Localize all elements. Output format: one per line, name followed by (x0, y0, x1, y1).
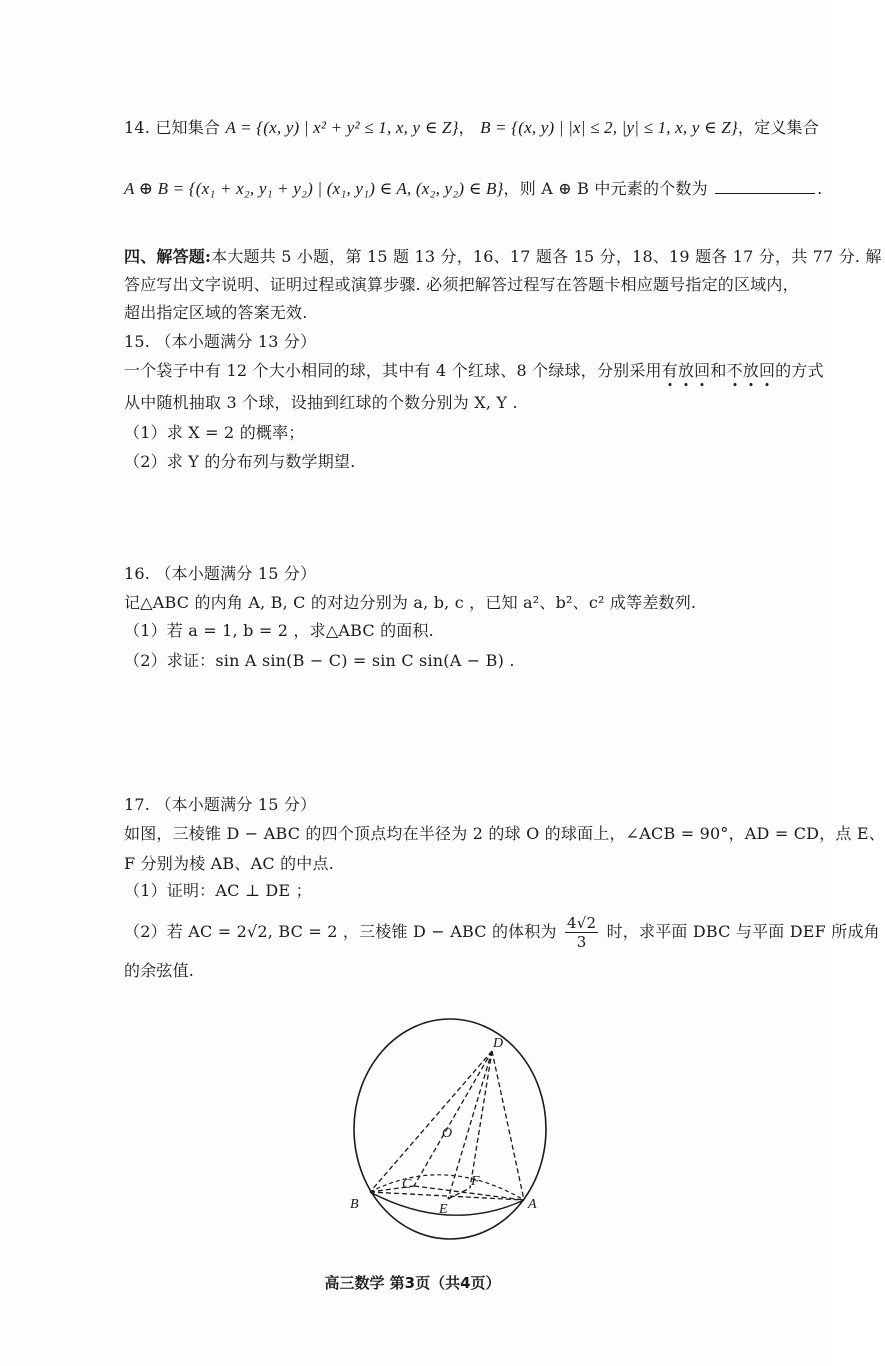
q15-part1: （1）求 X = 2 的概率； (124, 423, 305, 442)
volume-fraction (565, 914, 598, 951)
section4-heading: 四、解答题: (124, 247, 212, 266)
q16-line1: 记△ABC 的内角 A, B, C 的对边分别为 a, b, c ，已知 a²、b²、c² 成等差数列. (124, 593, 697, 612)
q15-line1-c: 和 (710, 361, 727, 380)
edge-DF (470, 1051, 492, 1188)
edge-CA (414, 1186, 524, 1200)
q15-line1-e: 的方式 (775, 361, 824, 380)
edge-DB (370, 1051, 492, 1192)
edge-DC (414, 1051, 492, 1186)
edge-DE (448, 1051, 492, 1199)
section4-line3: 超出指定区域的答案无效. (124, 303, 308, 322)
answer-blank (715, 179, 815, 194)
q14-suffix: ，定义集合 (737, 118, 819, 137)
label-F: F (471, 1174, 480, 1189)
q16-part1: （1）若 a = 1, b = 2 ，求△ABC 的面积. (124, 621, 434, 640)
q14-sep: ， (458, 118, 475, 137)
q15-part2: （2）求 Y 的分布列与数学期望. (124, 452, 356, 471)
q14-line2 (124, 178, 822, 200)
emphasis-char: 回 (758, 361, 776, 380)
q17-part2 (124, 912, 880, 952)
q14-text: ，则 A ⊕ B 中元素的个数为 (503, 179, 708, 198)
sphere-pyramid-figure (340, 1004, 560, 1244)
without-replacement-text (727, 361, 776, 380)
q17-part1: （1）证明：AC ⊥ DE ； (124, 881, 312, 900)
q15-header: 15. （本小题满分 13 分） (124, 332, 317, 351)
q17-line2: F 分别为棱 AB、AC 的中点. (124, 854, 334, 873)
emphasis-char: 回 (694, 361, 711, 380)
edge-BA (370, 1192, 524, 1200)
section4-line1 (124, 246, 882, 268)
q14-formula: A ⊕ B = {(x₁ + x₂, y₁ + y₂) | (x₁, y₁) ∈ A, (x₂, y₂) ∈ B} (124, 179, 504, 198)
q16-part2: （2）求证：sin A sin(B − C) = sin C sin(A − B) . (124, 651, 515, 670)
label-O: O (442, 1126, 453, 1141)
emphasis-char: 不 (726, 361, 743, 380)
q14-end: . (817, 179, 823, 198)
with-replacement-text (662, 361, 711, 380)
q15-without-replacement (727, 361, 776, 380)
q16-header: 16. （本小题满分 15 分） (124, 564, 317, 583)
label-D: D (493, 1036, 504, 1051)
emphasis-char: 放 (677, 361, 695, 380)
label-A: A (528, 1197, 537, 1212)
q14-prefix: 14. 已知集合 (124, 118, 221, 137)
fraction-numerator: 4√2 (567, 914, 597, 932)
q17-header: 17. （本小题满分 15 分） (124, 795, 317, 814)
equator-back (370, 1175, 524, 1200)
emphasis-char: 有 (661, 361, 678, 380)
emphasis-char: 放 (742, 361, 759, 380)
label-E: E (439, 1202, 448, 1217)
page-footer: 高三数学 第3页（共4页） (324, 1274, 501, 1292)
q15-line2: 从中随机抽取 3 个球，设抽到红球的个数分别为 X, Y . (124, 393, 518, 412)
q17-line1: 如图，三棱锥 D − ABC 的四个顶点均在半径为 2 的球 O 的球面上，∠ACB = 90°，AD = CD，点 E、 (124, 824, 885, 843)
section4-line2: 答应写出文字说明、证明过程或演算步骤. 必须把解答过程写在答题卡相应题号指定的区域内， (124, 275, 799, 294)
q14-line1 (124, 117, 819, 139)
q14-setB: B = {(x, y) | |x| ≤ 2, |y| ≤ 1, x, y ∈ Z} (480, 118, 738, 137)
q17-part2-b: 时，求平面 DBC 与平面 DEF 所成角 (606, 922, 880, 941)
q17-part2-a: （2）若 AC = 2√2, BC = 2 ，三棱锥 D − ABC 的体积为 (124, 922, 557, 941)
section4-text1: 本大题共 5 小题，第 15 题 13 分，16、17 题各 15 分，18、19 题各 17 分，共 77 分. 解 (211, 247, 882, 266)
q17-last-line: 的余弦值. (124, 961, 195, 980)
edge-DA (492, 1051, 524, 1200)
label-C: C (402, 1177, 412, 1192)
q15-line1-a: 一个袋子中有 12 个大小相同的球，其中有 4 个红球、8 个绿球，分别采用 (124, 361, 662, 380)
q15-with-replacement (662, 361, 711, 380)
fraction-denominator: 3 (576, 933, 587, 951)
label-B: B (350, 1197, 359, 1212)
q14-setA: A = {(x, y) | x² + y² ≤ 1, x, y ∈ Z} (225, 118, 459, 137)
q15-line1 (124, 360, 824, 382)
